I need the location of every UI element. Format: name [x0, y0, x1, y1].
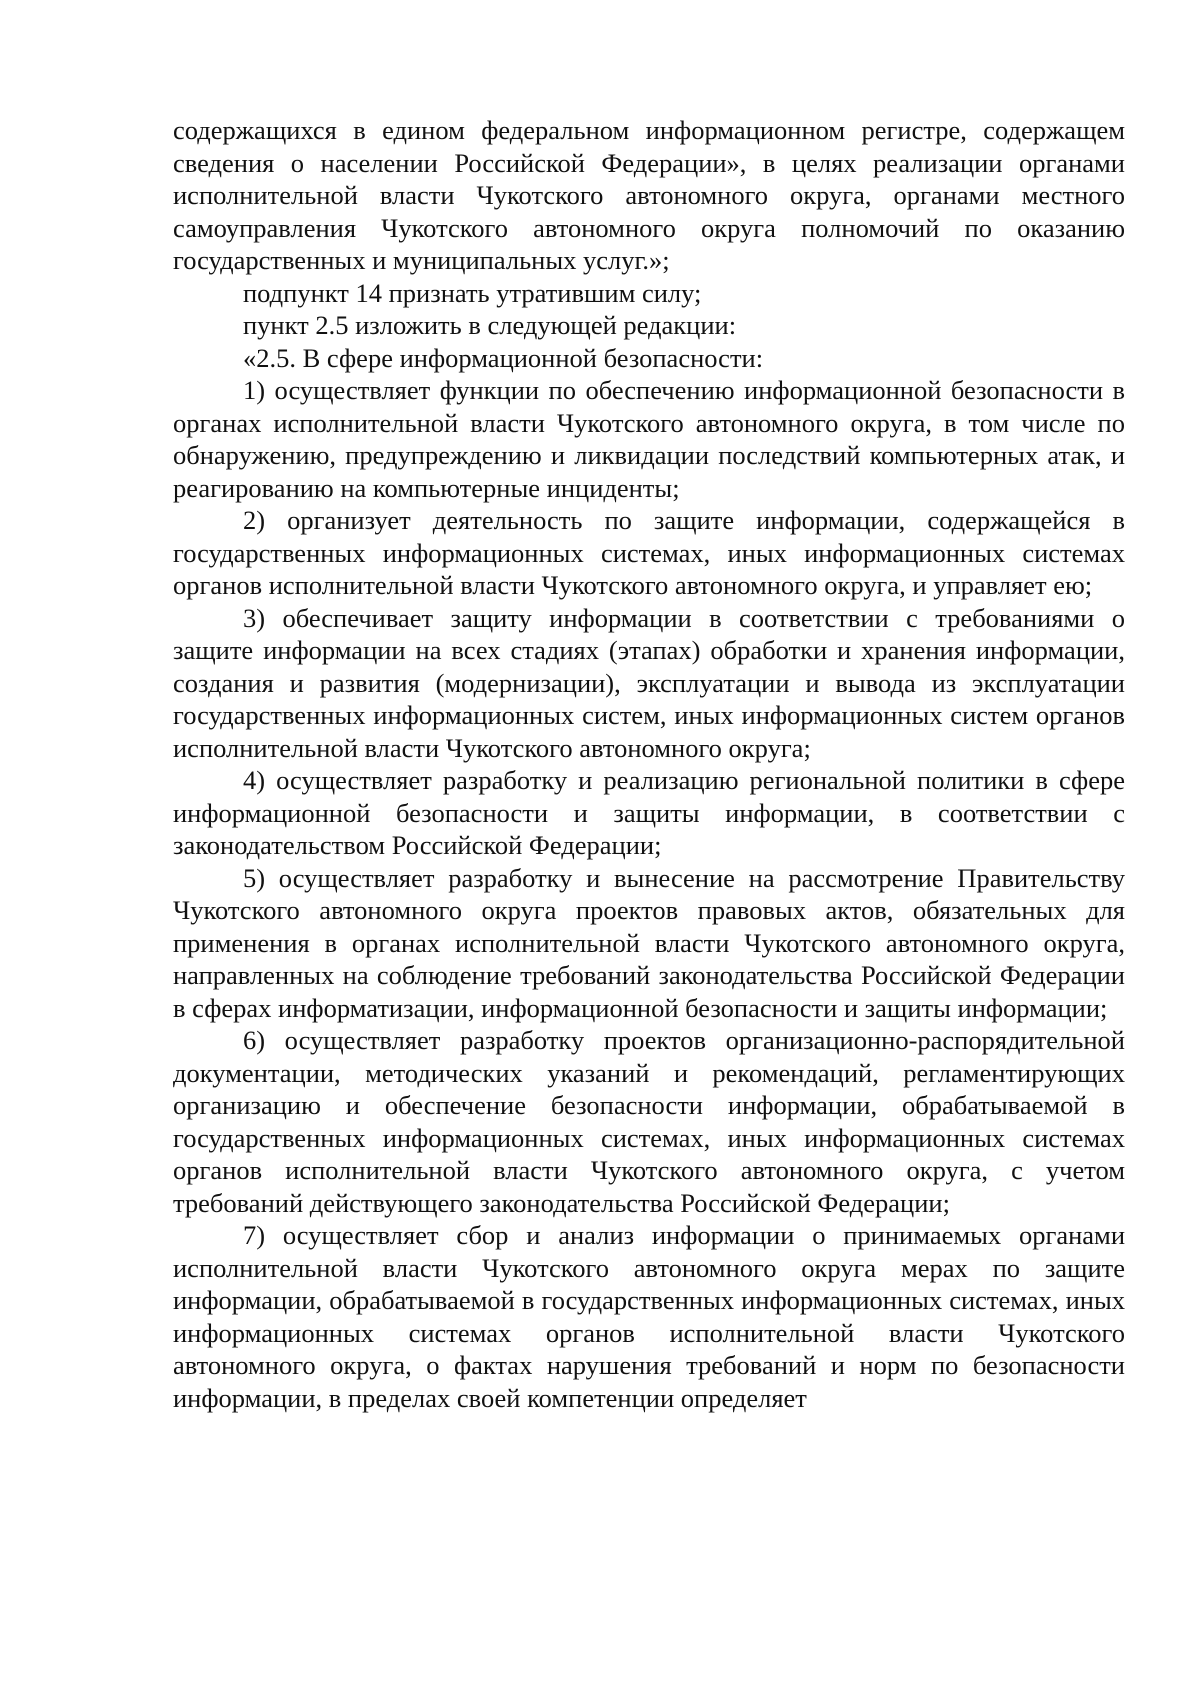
paragraph-continuation: содержащихся в едином федеральном информационном регистре, содержащем сведения о населении Российской Федерации», в целях реализации органами исполнительной власти Чукотского автономного округа, органами местного самоуправления Чукотского автономного округа полномочий по оказанию государственных и муниципальных услуг.»; — [173, 115, 1125, 275]
paragraph-subitem-14: подпункт 14 признать утратившим силу; — [243, 277, 702, 308]
paragraph-item-5: 5) осуществляет разработку и вынесение на рассмотрение Правительству Чукотского автономного округа проектов правовых актов, обязательных для применения в органах исполнительной власти Чукотского автономного округа, направленных на соблюдение требований законодательства Российской Федерации в сферах информатизации, информационной безопасности и защиты информации; — [173, 862, 1125, 1023]
paragraph-item-7: 7) осуществляет сбор и анализ информации о принимаемых органами исполнительной власти Чукотского автономного округа мерах по защите информации, обрабатываемой в государственных информационных системах, иных информационных системах органов исполнительной власти Чукотского автономного округа, о фактах нарушения требований и норм по безопасности информации, в пределах своей компетенции определяет — [173, 1220, 1125, 1413]
paragraph-item-1: 1) осуществляет функции по обеспечению информационной безопасности в органах исполнительной власти Чукотского автономного округа, в том числе по обнаружению, предупреждению и ликвидации последствий компьютерных атак, и реагированию на компьютерные инциденты; — [173, 375, 1125, 503]
paragraph-item-6: 6) осуществляет разработку проектов организационно-распорядительной документации, методических указаний и рекомендаций, регламентирующих организацию и обеспечение безопасности информации, обрабатываемой в государственных информационных системах, иных информационных системах органов исполнительной власти Чукотского автономного округа, с учетом требований действующего законодательства Российской Федерации; — [173, 1025, 1125, 1218]
paragraph-item-3: 3) обеспечивает защиту информации в соответствии с требованиями о защите информации на всех стадиях (этапах) обработки и хранения информации, создания и развития (модернизации), эксплуатации и вывода из эксплуатации государственных информационных систем, иных информационных систем органов исполнительной власти Чукотского автономного округа; — [173, 602, 1125, 763]
paragraph-item-2: 2) организует деятельность по защите информации, содержащейся в государственных информационных системах, иных информационных системах органов исполнительной власти Чукотского автономного округа, и управляет ею; — [173, 505, 1125, 600]
document-body — [173, 114, 1125, 1414]
paragraph-item-4: 4) осуществляет разработку и реализацию региональной политики в сфере информационной безопасности и защиты информации, в соответствии с законодательством Российской Федерации; — [173, 765, 1125, 860]
paragraph-item-2-5-intro: пункт 2.5 изложить в следующей редакции: — [243, 310, 737, 340]
paragraph-item-2-5-heading: «2.5. В сфере информационной безопасности: — [243, 342, 764, 373]
